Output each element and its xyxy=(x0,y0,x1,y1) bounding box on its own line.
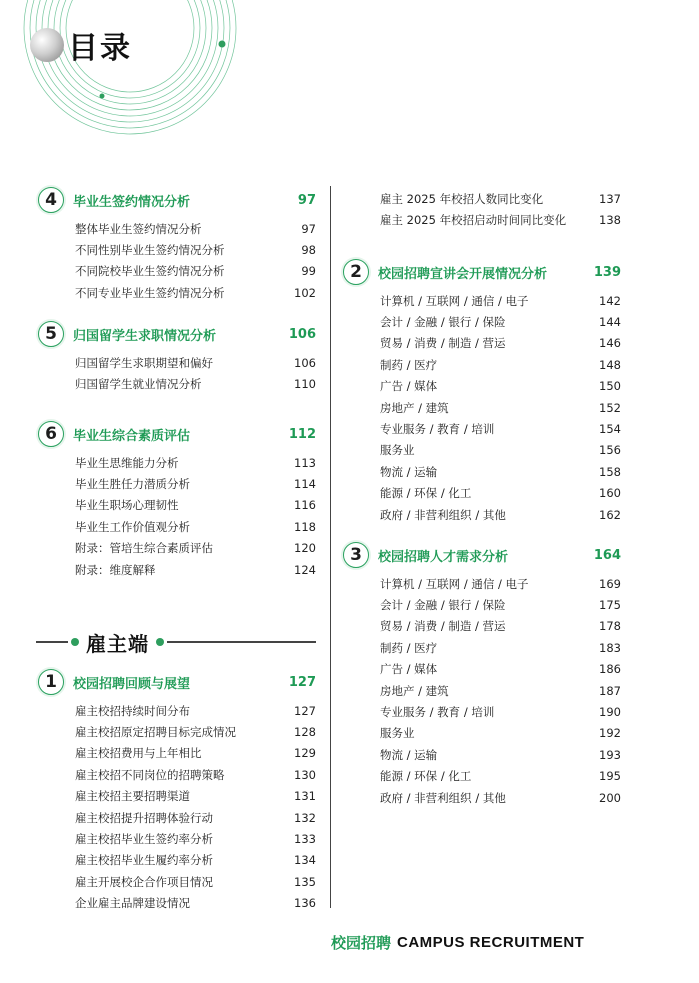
entry-page: 134 xyxy=(294,853,316,868)
entry-page: 169 xyxy=(599,576,621,591)
toc-section-1 xyxy=(38,668,316,914)
section-heading[interactable] xyxy=(38,186,316,214)
toc-entry[interactable] xyxy=(343,461,621,482)
entry-title: 能源 / 环保 / 化工 xyxy=(380,486,472,501)
toc-entry[interactable] xyxy=(38,893,316,914)
page-title-area xyxy=(30,25,132,65)
entry-title: 雇主校招不同岗位的招聘策略 xyxy=(75,767,225,782)
toc-entry[interactable] xyxy=(343,440,621,461)
entry-title: 附录：管培生综合素质评估 xyxy=(75,541,213,556)
toc-section-3 xyxy=(343,541,621,808)
entry-title: 广告 / 媒体 xyxy=(380,662,438,677)
entry-title: 雇主校招毕业生履约率分析 xyxy=(75,853,213,868)
entry-title: 雇主开展校企合作项目情况 xyxy=(75,874,213,889)
entry-page: 106 xyxy=(294,355,316,370)
toc-entry[interactable] xyxy=(343,376,621,397)
toc-entry[interactable] xyxy=(343,418,621,439)
toc-entry[interactable] xyxy=(343,209,621,230)
entry-title: 毕业生工作价值观分析 xyxy=(75,519,190,534)
toc-entry[interactable] xyxy=(38,786,316,807)
toc-entry[interactable] xyxy=(38,261,316,282)
entry-page: 135 xyxy=(294,874,316,889)
toc-entry[interactable] xyxy=(343,766,621,787)
entry-page: 156 xyxy=(599,443,621,458)
section-page: 164 xyxy=(593,547,621,563)
entry-title: 毕业生胜任力潜质分析 xyxy=(75,477,190,492)
entry-title: 能源 / 环保 / 化工 xyxy=(380,769,472,784)
section-title: 校园招聘宣讲会开展情况分析 xyxy=(378,266,548,282)
entry-title: 贸易 / 消费 / 制造 / 营运 xyxy=(380,619,506,634)
entry-title: 不同院校毕业生签约情况分析 xyxy=(75,264,225,279)
entry-page: 158 xyxy=(599,464,621,479)
entry-title: 雇主校招毕业生签约率分析 xyxy=(75,832,213,847)
entry-title: 计算机 / 互联网 / 通信 / 电子 xyxy=(380,576,529,591)
section-title: 毕业生签约情况分析 xyxy=(73,194,191,210)
entry-page: 190 xyxy=(599,705,621,720)
heading-rule-right xyxy=(167,641,316,643)
toc-entry[interactable] xyxy=(343,787,621,808)
entry-page: 178 xyxy=(599,619,621,634)
entry-page: 200 xyxy=(599,790,621,805)
entry-page: 97 xyxy=(301,221,316,236)
toc-entry[interactable] xyxy=(343,723,621,744)
toc-entry[interactable] xyxy=(343,744,621,765)
toc-entry[interactable] xyxy=(343,354,621,375)
entry-title: 毕业生职场心理韧性 xyxy=(75,498,179,513)
entry-title: 雇主校招持续时间分布 xyxy=(75,703,190,718)
entry-page: 110 xyxy=(294,377,316,392)
entry-title: 服务业 xyxy=(380,443,415,458)
toc-entry[interactable] xyxy=(38,538,316,559)
entry-title: 雇主校招费用与上年相比 xyxy=(75,746,202,761)
heading-rule-left xyxy=(36,641,68,643)
entry-title: 制药 / 医疗 xyxy=(380,357,438,372)
page-title: 目录 xyxy=(68,31,132,66)
entry-title: 附录：维度解释 xyxy=(75,562,156,577)
toc-entry[interactable] xyxy=(38,807,316,828)
entry-title: 会计 / 金融 / 银行 / 保险 xyxy=(380,315,506,330)
toc-entry[interactable] xyxy=(38,721,316,742)
section-heading[interactable] xyxy=(38,668,316,696)
entry-title: 计算机 / 互联网 / 通信 / 电子 xyxy=(380,293,529,308)
entry-title: 房地产 / 建筑 xyxy=(380,400,449,415)
entry-page: 162 xyxy=(599,507,621,522)
entry-title: 物流 / 运输 xyxy=(380,747,438,762)
entry-title: 不同性别毕业生签约情况分析 xyxy=(75,243,225,258)
section-page: 106 xyxy=(288,326,316,342)
entry-title: 政府 / 非营利组织 / 其他 xyxy=(380,790,506,805)
entry-page: 99 xyxy=(301,264,316,279)
entry-page: 133 xyxy=(294,832,316,847)
dot-icon xyxy=(71,638,79,646)
entry-page: 195 xyxy=(599,769,621,784)
entry-page: 144 xyxy=(599,315,621,330)
toc-entry[interactable] xyxy=(38,373,316,394)
section-title: 校园招聘回顾与展望 xyxy=(73,676,191,692)
entry-title: 雇主校招原定招聘目标完成情况 xyxy=(75,725,236,740)
toc-entry[interactable] xyxy=(343,483,621,504)
entry-page: 152 xyxy=(599,400,621,415)
entry-page: 183 xyxy=(599,640,621,655)
section-number-badge: 4 xyxy=(38,187,64,213)
toc-entry[interactable] xyxy=(343,333,621,354)
entry-page: 132 xyxy=(294,810,316,825)
section-number-badge: 2 xyxy=(343,259,369,285)
section-number-badge: 1 xyxy=(38,669,64,695)
toc-entry[interactable] xyxy=(38,764,316,785)
entry-title: 专业服务 / 教育 / 培训 xyxy=(380,422,495,437)
entry-title: 服务业 xyxy=(380,726,415,741)
entry-page: 118 xyxy=(294,519,316,534)
section-heading[interactable] xyxy=(343,541,621,569)
entry-page: 154 xyxy=(599,422,621,437)
entry-page: 127 xyxy=(294,703,316,718)
toc-entry[interactable] xyxy=(38,218,316,239)
entry-title: 归国留学生就业情况分析 xyxy=(75,377,202,392)
toc-section-2 xyxy=(343,258,621,525)
section-page: 139 xyxy=(593,264,621,280)
employer-heading xyxy=(36,628,316,656)
section-title: 归国留学生求职情况分析 xyxy=(73,328,217,344)
footer-brand-en: CAMPUS RECRUITMENT xyxy=(397,933,585,951)
toc-entry[interactable] xyxy=(343,188,621,209)
entry-page: 142 xyxy=(599,293,621,308)
entry-page: 146 xyxy=(599,336,621,351)
entry-page: 137 xyxy=(599,191,621,206)
toc-entry[interactable] xyxy=(38,743,316,764)
toc-entry[interactable] xyxy=(343,397,621,418)
entry-page: 187 xyxy=(599,683,621,698)
toc-entry[interactable] xyxy=(38,452,316,473)
toc-entry[interactable] xyxy=(38,828,316,849)
toc-entry[interactable] xyxy=(343,290,621,311)
toc-entry[interactable] xyxy=(343,616,621,637)
entry-page: 128 xyxy=(294,725,316,740)
entry-page: 193 xyxy=(599,747,621,762)
entry-title: 雇主 2025 年校招人数同比变化 xyxy=(380,191,544,206)
entry-page: 102 xyxy=(294,285,316,300)
section-title: 毕业生综合素质评估 xyxy=(73,428,191,444)
employer-heading-text: 雇主端 xyxy=(86,631,149,656)
toc-entry[interactable] xyxy=(343,680,621,701)
entry-title: 不同专业毕业生签约情况分析 xyxy=(75,285,225,300)
section-title: 校园招聘人才需求分析 xyxy=(378,549,509,565)
section-heading[interactable] xyxy=(38,320,316,348)
entry-page: 130 xyxy=(294,767,316,782)
entry-title: 专业服务 / 教育 / 培训 xyxy=(380,705,495,720)
toc-continued-entries xyxy=(343,188,621,231)
entry-page: 129 xyxy=(294,746,316,761)
entry-page: 150 xyxy=(599,379,621,394)
entry-title: 贸易 / 消费 / 制造 / 营运 xyxy=(380,336,506,351)
toc-entry[interactable] xyxy=(38,473,316,494)
entry-page: 136 xyxy=(294,896,316,911)
entry-page: 148 xyxy=(599,357,621,372)
entry-title: 雇主校招主要招聘渠道 xyxy=(75,789,190,804)
footer-brand xyxy=(331,932,584,952)
toc-section-4 xyxy=(38,186,316,304)
toc-entry[interactable] xyxy=(38,871,316,892)
entry-page: 160 xyxy=(599,486,621,501)
toc-entry[interactable] xyxy=(38,700,316,721)
toc-entry[interactable] xyxy=(38,352,316,373)
toc-entry[interactable] xyxy=(38,559,316,580)
toc-entry[interactable] xyxy=(343,659,621,680)
section-heading[interactable] xyxy=(343,258,621,286)
entry-page: 131 xyxy=(294,789,316,804)
column-divider xyxy=(330,186,331,908)
section-page: 97 xyxy=(297,192,316,208)
entry-page: 124 xyxy=(294,562,316,577)
section-heading[interactable] xyxy=(38,420,316,448)
entry-title: 广告 / 媒体 xyxy=(380,379,438,394)
toc-entry[interactable] xyxy=(38,516,316,537)
toc-entry[interactable] xyxy=(343,504,621,525)
entry-page: 113 xyxy=(294,455,316,470)
entry-title: 制药 / 医疗 xyxy=(380,640,438,655)
entry-page: 98 xyxy=(301,243,316,258)
entry-page: 186 xyxy=(599,662,621,677)
entry-title: 会计 / 金融 / 银行 / 保险 xyxy=(380,598,506,613)
toc-entry[interactable] xyxy=(38,282,316,303)
toc-entry[interactable] xyxy=(343,311,621,332)
toc-entry[interactable] xyxy=(343,701,621,722)
section-number-badge: 5 xyxy=(38,321,64,347)
entry-title: 整体毕业生签约情况分析 xyxy=(75,221,202,236)
toc-section-6 xyxy=(38,420,316,580)
toc-section-5 xyxy=(38,320,316,395)
entry-page: 114 xyxy=(294,477,316,492)
entry-page: 192 xyxy=(599,726,621,741)
section-page: 112 xyxy=(288,426,316,442)
entry-title: 物流 / 运输 xyxy=(380,464,438,479)
entry-title: 雇主 2025 年校招启动时间同比变化 xyxy=(380,213,567,228)
entry-page: 138 xyxy=(599,213,621,228)
section-number-badge: 6 xyxy=(38,421,64,447)
toc-entry[interactable] xyxy=(38,495,316,516)
entry-title: 毕业生思维能力分析 xyxy=(75,455,179,470)
entry-page: 175 xyxy=(599,598,621,613)
toc-entry[interactable] xyxy=(343,637,621,658)
section-number-badge: 3 xyxy=(343,542,369,568)
footer-brand-cn: 校园招聘 xyxy=(331,933,392,952)
entry-title: 归国留学生求职期望和偏好 xyxy=(75,355,213,370)
entry-page: 120 xyxy=(294,541,316,556)
entry-page: 116 xyxy=(294,498,316,513)
toc-entry[interactable] xyxy=(38,850,316,871)
toc-entry[interactable] xyxy=(343,594,621,615)
entry-title: 雇主校招提升招聘体验行动 xyxy=(75,810,213,825)
entry-title: 房地产 / 建筑 xyxy=(380,683,449,698)
section-page: 127 xyxy=(288,674,316,690)
entry-title: 政府 / 非营利组织 / 其他 xyxy=(380,507,506,522)
sphere-icon xyxy=(30,28,64,62)
toc-entry[interactable] xyxy=(343,573,621,594)
dot-icon xyxy=(156,638,164,646)
entry-title: 企业雇主品牌建设情况 xyxy=(75,896,190,911)
toc-entry[interactable] xyxy=(38,239,316,260)
